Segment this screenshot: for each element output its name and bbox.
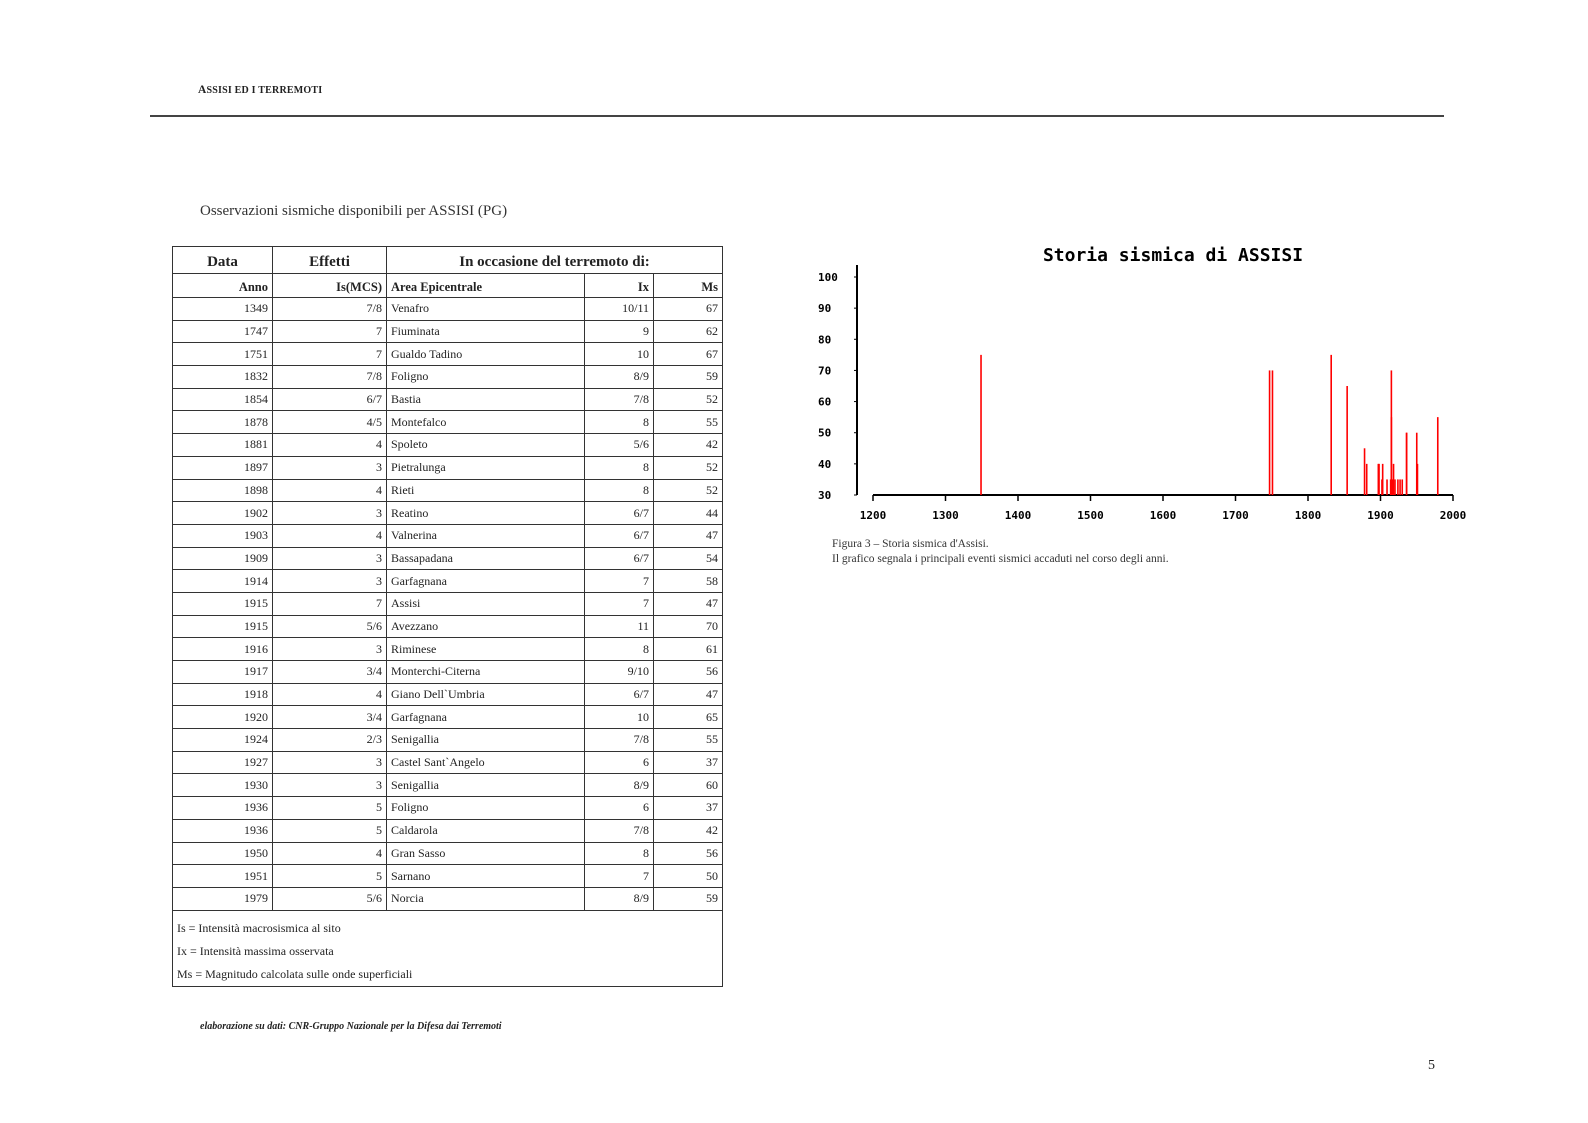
y-tick-label: 70 (818, 364, 832, 378)
cell-area: Assisi (387, 592, 585, 615)
cell-anno: 1832 (173, 366, 273, 389)
cell-ms: 67 (654, 298, 723, 321)
cell-is: 7/8 (273, 298, 387, 321)
cell-ix: 8 (585, 479, 654, 502)
cell-area: Venafro (387, 298, 585, 321)
cell-ms: 44 (654, 502, 723, 525)
cell-ms: 67 (654, 343, 723, 366)
group-header-row (173, 247, 723, 274)
cell-ms: 58 (654, 570, 723, 593)
cell-anno: 1914 (173, 570, 273, 593)
cell-anno: 1951 (173, 865, 273, 888)
cell-ms: 47 (654, 683, 723, 706)
cell-ix: 7/8 (585, 388, 654, 411)
table-row (173, 865, 723, 888)
cell-ix: 10/11 (585, 298, 654, 321)
cell-area: Castel Sant`Angelo (387, 751, 585, 774)
group-header-data: Data (173, 247, 273, 274)
y-tick-label: 30 (818, 489, 832, 502)
figure-caption (832, 537, 1169, 567)
cell-is: 3/4 (273, 706, 387, 729)
table-row (173, 524, 723, 547)
cell-ix: 6 (585, 797, 654, 820)
cell-anno: 1909 (173, 547, 273, 570)
cell-anno: 1915 (173, 615, 273, 638)
cell-is: 3 (273, 547, 387, 570)
cell-area: Foligno (387, 366, 585, 389)
y-tick-label: 40 (818, 457, 832, 471)
cell-area: Bastia (387, 388, 585, 411)
cell-is: 4 (273, 434, 387, 457)
cell-ms: 55 (654, 411, 723, 434)
cell-is: 4/5 (273, 411, 387, 434)
note-ms: Ms = Magnitudo calcolata sulle onde superficiali (177, 966, 413, 981)
cell-is: 3 (273, 774, 387, 797)
cell-is: 3 (273, 570, 387, 593)
cell-anno: 1918 (173, 683, 273, 706)
table-row (173, 411, 723, 434)
cell-area: Pietralunga (387, 456, 585, 479)
cell-area: Bassapadana (387, 547, 585, 570)
table-row (173, 366, 723, 389)
table-row (173, 819, 723, 842)
cell-ix: 6/7 (585, 502, 654, 525)
cell-is: 7 (273, 320, 387, 343)
table-row (173, 592, 723, 615)
x-tick-label: 1300 (932, 509, 959, 522)
y-tick-label: 90 (818, 302, 832, 316)
cell-area: Monterchi-Citerna (387, 661, 585, 684)
cell-ms: 56 (654, 661, 723, 684)
cell-is: 7/8 (273, 366, 387, 389)
cell-ms: 70 (654, 615, 723, 638)
cell-is: 3 (273, 502, 387, 525)
cell-anno: 1878 (173, 411, 273, 434)
cell-ix: 10 (585, 343, 654, 366)
cell-anno: 1751 (173, 343, 273, 366)
cell-anno: 1854 (173, 388, 273, 411)
cell-anno: 1881 (173, 434, 273, 457)
cell-ix: 7/8 (585, 729, 654, 752)
cell-ms: 52 (654, 479, 723, 502)
cell-anno: 1349 (173, 298, 273, 321)
caption-line-2: Il grafico segnala i principali eventi sismici accaduti nel corso degli anni. (832, 553, 1169, 565)
table-row (173, 774, 723, 797)
cell-area: Sarnano (387, 865, 585, 888)
table-row (173, 751, 723, 774)
table-row (173, 570, 723, 593)
header-rule (150, 115, 1444, 117)
cell-ms: 65 (654, 706, 723, 729)
table-row (173, 547, 723, 570)
cell-area: Giano Dell`Umbria (387, 683, 585, 706)
seismic-observations-table (172, 246, 723, 987)
cell-is: 4 (273, 479, 387, 502)
cell-anno: 1927 (173, 751, 273, 774)
x-tick-label: 1800 (1294, 509, 1322, 522)
caption-line-1: Figura 3 – Storia sismica d'Assisi. (832, 538, 989, 550)
cell-area: Garfagnana (387, 706, 585, 729)
running-header-rest: SSISI ED I TERREMOTI (206, 85, 323, 96)
cell-area: Garfagnana (387, 570, 585, 593)
x-tick-label: 1700 (1222, 509, 1249, 522)
cell-is: 3/4 (273, 661, 387, 684)
notes-row (173, 910, 723, 986)
cell-area: Gualdo Tadino (387, 343, 585, 366)
y-tick-label: 60 (818, 395, 832, 409)
cell-area: Gran Sasso (387, 842, 585, 865)
table-row (173, 434, 723, 457)
cell-anno: 1898 (173, 479, 273, 502)
note-ix: Ix = Intensità massima osservata (177, 943, 334, 958)
cell-ix: 7/8 (585, 819, 654, 842)
cell-ms: 47 (654, 592, 723, 615)
note-is: Is = Intensità macrosismica al sito (177, 920, 341, 935)
cell-area: Spoleto (387, 434, 585, 457)
table-row (173, 797, 723, 820)
cell-ix: 6/7 (585, 547, 654, 570)
cell-ix: 6/7 (585, 524, 654, 547)
cell-area: Montefalco (387, 411, 585, 434)
chart-bars (981, 355, 1438, 495)
cell-area: Caldarola (387, 819, 585, 842)
cell-is: 4 (273, 524, 387, 547)
cell-ms: 62 (654, 320, 723, 343)
running-header-initial: A (198, 84, 207, 96)
notes-cell (173, 910, 723, 986)
cell-ms: 59 (654, 887, 723, 910)
cell-is: 3 (273, 456, 387, 479)
table-row (173, 661, 723, 684)
cell-is: 5/6 (273, 615, 387, 638)
cell-area: Avezzano (387, 615, 585, 638)
cell-ix: 5/6 (585, 434, 654, 457)
cell-is: 2/3 (273, 729, 387, 752)
cell-is: 7 (273, 592, 387, 615)
y-tick-label: 100 (818, 271, 838, 284)
table-row (173, 343, 723, 366)
page-number: 5 (1428, 1058, 1435, 1073)
cell-area: Senigallia (387, 774, 585, 797)
table-row (173, 388, 723, 411)
cell-area: Fiuminata (387, 320, 585, 343)
y-tick-label: 80 (818, 333, 832, 347)
cell-ix: 7 (585, 570, 654, 593)
cell-ms: 42 (654, 434, 723, 457)
x-tick-label: 2000 (1439, 509, 1467, 522)
y-ticks (818, 271, 857, 502)
x-tick-label: 1500 (1077, 509, 1104, 522)
column-header-row (173, 274, 723, 298)
col-header-anno: Anno (173, 274, 273, 298)
cell-area: Riminese (387, 638, 585, 661)
cell-is: 3 (273, 751, 387, 774)
table-row (173, 638, 723, 661)
data-source-note: elaborazione su dati: CNR-Gruppo Nazionale per la Difesa dai Terremoti (200, 1021, 502, 1032)
cell-ms: 52 (654, 388, 723, 411)
cell-anno: 1915 (173, 592, 273, 615)
cell-ix: 9/10 (585, 661, 654, 684)
col-header-is: Is(MCS) (273, 274, 387, 298)
cell-ix: 10 (585, 706, 654, 729)
group-header-effetti: Effetti (273, 247, 387, 274)
cell-is: 5/6 (273, 887, 387, 910)
cell-ms: 52 (654, 456, 723, 479)
cell-anno: 1979 (173, 887, 273, 910)
cell-is: 4 (273, 683, 387, 706)
cell-ix: 8/9 (585, 887, 654, 910)
cell-anno: 1902 (173, 502, 273, 525)
cell-is: 4 (273, 842, 387, 865)
cell-ix: 11 (585, 615, 654, 638)
cell-ms: 59 (654, 366, 723, 389)
cell-is: 3 (273, 638, 387, 661)
cell-ms: 37 (654, 751, 723, 774)
cell-area: Norcia (387, 887, 585, 910)
cell-ms: 50 (654, 865, 723, 888)
cell-is: 5 (273, 797, 387, 820)
cell-anno: 1936 (173, 819, 273, 842)
table-title: Osservazioni sismiche disponibili per ASSISI (PG) (200, 203, 508, 219)
chart-title: Storia sismica di ASSISI (1042, 245, 1304, 266)
cell-ix: 8 (585, 411, 654, 434)
cell-is: 7 (273, 343, 387, 366)
cell-ix: 8 (585, 638, 654, 661)
seismic-history-chart (818, 245, 1518, 525)
col-header-area: Area Epicentrale (387, 274, 585, 298)
cell-ix: 7 (585, 592, 654, 615)
col-header-ms: Ms (654, 274, 723, 298)
cell-is: 6/7 (273, 388, 387, 411)
group-header-terremoto: In occasione del terremoto di: (387, 247, 723, 274)
cell-area: Rieti (387, 479, 585, 502)
table-row (173, 502, 723, 525)
cell-anno: 1903 (173, 524, 273, 547)
running-header (198, 84, 322, 96)
table-row (173, 456, 723, 479)
cell-ix: 6/7 (585, 683, 654, 706)
x-ticks (860, 495, 1467, 522)
cell-ms: 56 (654, 842, 723, 865)
cell-ix: 8 (585, 456, 654, 479)
cell-area: Senigallia (387, 729, 585, 752)
cell-area: Foligno (387, 797, 585, 820)
x-tick-label: 1400 (1004, 509, 1032, 522)
x-tick-label: 1900 (1367, 509, 1394, 522)
cell-anno: 1897 (173, 456, 273, 479)
cell-anno: 1930 (173, 774, 273, 797)
cell-anno: 1924 (173, 729, 273, 752)
cell-anno: 1950 (173, 842, 273, 865)
table-row (173, 842, 723, 865)
cell-anno: 1920 (173, 706, 273, 729)
table-row (173, 683, 723, 706)
col-header-ix: Ix (585, 274, 654, 298)
cell-is: 5 (273, 865, 387, 888)
cell-ix: 8/9 (585, 774, 654, 797)
cell-ms: 54 (654, 547, 723, 570)
cell-ms: 55 (654, 729, 723, 752)
cell-area: Valnerina (387, 524, 585, 547)
cell-area: Reatino (387, 502, 585, 525)
x-tick-label: 1600 (1149, 509, 1177, 522)
cell-anno: 1916 (173, 638, 273, 661)
table-row (173, 887, 723, 910)
table-row (173, 615, 723, 638)
cell-ix: 8 (585, 842, 654, 865)
table-row (173, 298, 723, 321)
cell-ix: 7 (585, 865, 654, 888)
cell-ms: 47 (654, 524, 723, 547)
y-tick-label: 50 (818, 426, 832, 440)
cell-anno: 1936 (173, 797, 273, 820)
cell-ms: 42 (654, 819, 723, 842)
cell-ms: 37 (654, 797, 723, 820)
cell-is: 5 (273, 819, 387, 842)
cell-ms: 60 (654, 774, 723, 797)
cell-anno: 1747 (173, 320, 273, 343)
cell-ix: 9 (585, 320, 654, 343)
x-tick-label: 1200 (859, 509, 887, 522)
table-row (173, 479, 723, 502)
cell-ix: 6 (585, 751, 654, 774)
table-row (173, 320, 723, 343)
cell-ms: 61 (654, 638, 723, 661)
table-row (173, 729, 723, 752)
cell-anno: 1917 (173, 661, 273, 684)
cell-ix: 8/9 (585, 366, 654, 389)
table-row (173, 706, 723, 729)
